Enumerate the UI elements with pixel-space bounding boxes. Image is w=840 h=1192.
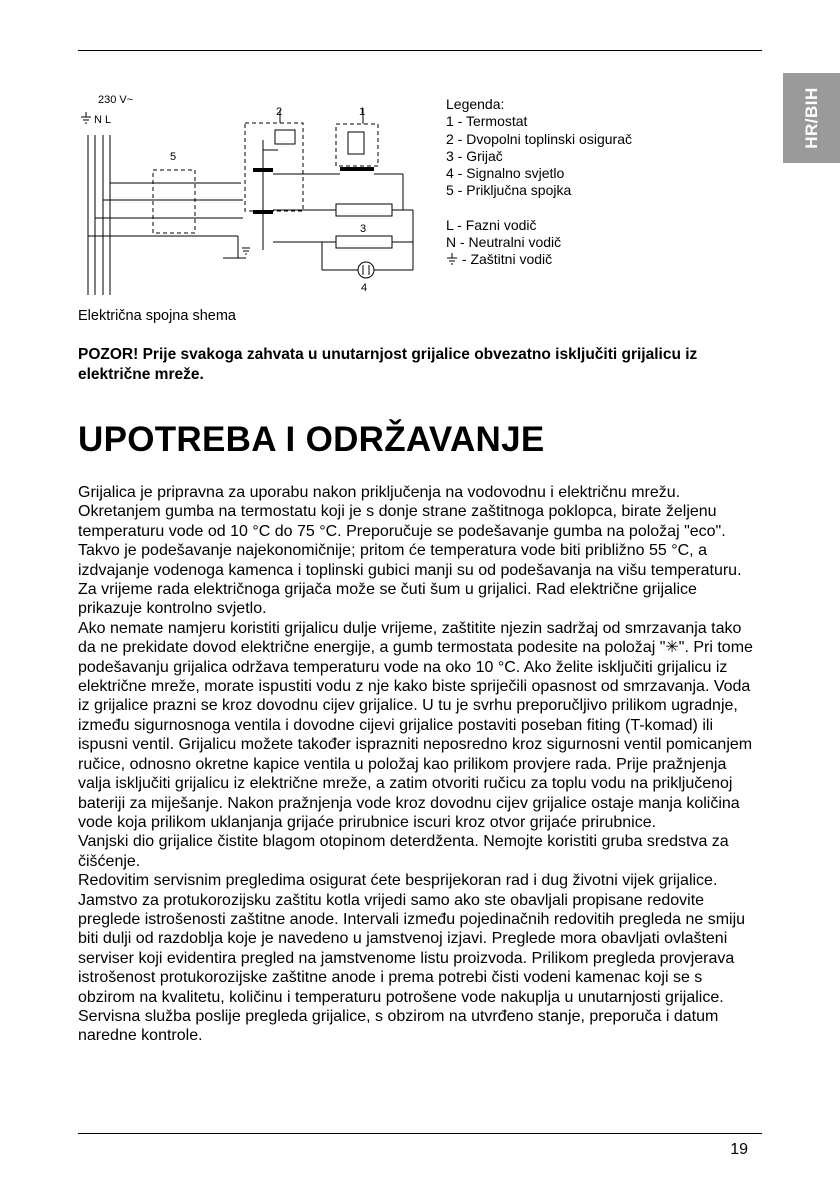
top-rule [78, 50, 762, 51]
body-text [78, 483, 762, 1046]
legend-item: 2 - Dvopolni toplinski osigurač [446, 130, 632, 147]
diagram-caption: Električna spojna shema [78, 308, 236, 324]
bottom-rule [78, 1133, 762, 1134]
section-heading: UPOTREBA I ODRŽAVANJE [78, 420, 545, 459]
warning-text: POZOR! Prije svakoga zahvata u unutarnjost grijalice obvezatno isključiti grijalicu iz električne mreže. [78, 346, 698, 383]
legend-item: 4 - Signalno svjetlo [446, 165, 565, 182]
paragraph: Grijalica je pripravna za uporabu nakon priključenja na vodovodnu i električnu mrežu. Okretanjem gumba na termostatu koji je s donje strane zaštitnoga poklopca, birate željenu temperaturu vode od 10 °C do 75 °C. Preporučuje se podešavanje gumba na položaj "eco". Takvo je podešavanje najekonomičnije; pritom će temperatura vode biti približno 55 °C, a izdvajanje vodenoga kamenca i toplinski gubici manji su od podešavanja na višu temperaturu. Za vrijeme rada električnoga grijača može se čuti šum u grijalici. Rad električne grijalice prikazuje kontrolno svjetlo. [78, 484, 742, 618]
paragraph: Redovitim servisnim pregledima osigurat ćete besprijekoran rad i dug životni vijek grijalice. Jamstvo za protukorozijsku zaštitu kotla vrijedi samo ako ste obavljali propisane redovite preglede istrošenosti zaštitne anode. Intervali između pojedinačnih redovitih pregleda ne smiju biti dulji od razdoblja koje je navedeno u jamstvenoj izjavi. Preglede mora obavljati ovlašteni serviser koji evidentira pregled na jamstvenome listu proizvoda. Prilikom pregleda provjerava istrošenost protukorozijske zaštitne anode i prema potrebi čisti vodeni kamenac koji se s obzirom na kvalitetu, količinu i temperaturu potrošene vode nakuplja u unutarnjosti grijalice. Servisna služba poslije pregleda grijalice, s obzirom na utvrđeno stanje, preporuča i datum naredne kontrole. [78, 872, 746, 1045]
legend-item: 1 - Termostat [446, 113, 528, 130]
legend-item: 5 - Priključna spojka [446, 182, 572, 199]
page-number: 19 [730, 1141, 748, 1158]
language-tab-label: HR/BIH [801, 87, 821, 149]
legend-title: Legenda: [446, 96, 505, 112]
legend-conductor: - Zaštitni vodič [461, 251, 553, 268]
diagram-number-3: 3 [360, 223, 367, 235]
diagram-number-2: 2 [276, 106, 283, 118]
legend-conductor: L - Fazni vodič [446, 216, 537, 233]
earth-icon [446, 253, 458, 265]
paragraph: Ako nemate namjeru koristiti grijalicu dulje vrijeme, zaštitite njezin sadržaj od smrzavanja tako da ne prekidate dovod električne energije, a gumb termostata podesite na položaj "✳". Pri tome podešavanju grijalica održava temperaturu vode na oko 10 °C. Ako želite isključiti grijalicu iz električne mreže, morate ispustiti vodu z nje kako biste spriječili opasnost od smrzavanja. Voda iz grijalice prazni se kroz dovodnu cijev grijalice. U tu je svrhu preporučljivo prilikom ugradnje, između sigurnosnoga ventila i dovodne cijevi grijalice postaviti poseban fiting (T-komad) ili ispusni ventil. Grijalicu možete također isprazniti neposredno kroz sigurnosni ventil pomicanjem ručice, odnosno okretne kapice ventila u položaj kao prilikom provjere rada. Prije pražnjenja valja isključiti grijalicu iz električne mreže, a zatim otvoriti ručicu za toplu vodu na priključenoj bateriji za miješanje. Nakon pražnjenja vode kroz dovodnu cijev grijalice ostaje manja količina vode koja prilikom uklanjanja grijaće prirubnice iscuri kroz otvor grijaće prirubnice. [78, 619, 753, 831]
diagram-number-5: 5 [170, 151, 177, 163]
legend-item: 3 - Grijač [446, 147, 503, 164]
wiring-diagram [78, 90, 428, 302]
diagram-legend [446, 96, 632, 269]
diagram-number-4: 4 [361, 282, 368, 294]
diagram-number-1: 1 [359, 106, 366, 118]
paragraph: Vanjski dio grijalice čistite blagom otopinom deterdženta. Nemojte koristiti gruba sredstva za čišćenje. [78, 833, 729, 870]
diagram-terminals-label: N L [94, 114, 112, 126]
diagram-supply-label: 230 V~ [98, 94, 134, 106]
legend-conductor: N - Neutralni vodič [446, 234, 562, 251]
language-tab [783, 73, 840, 163]
